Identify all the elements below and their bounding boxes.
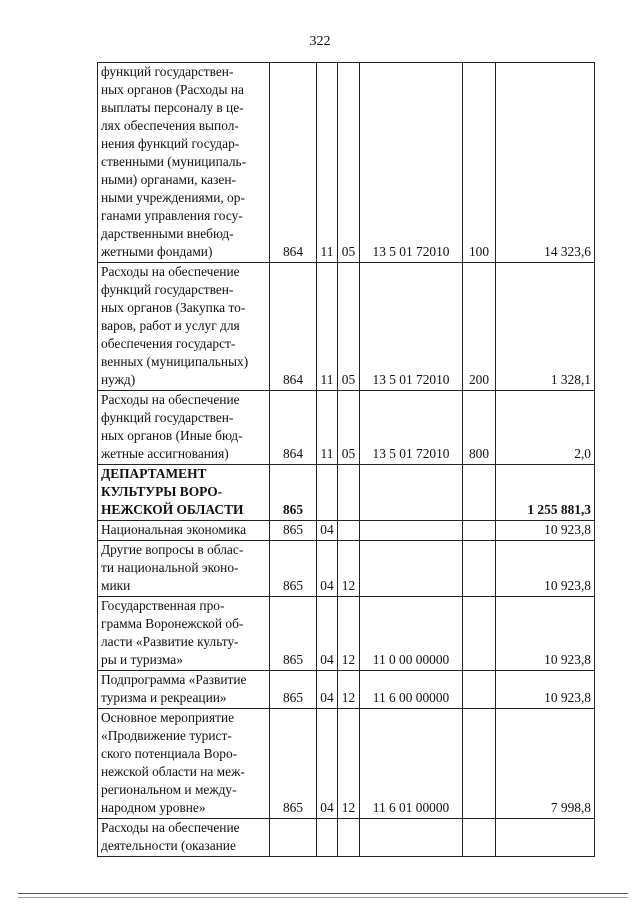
cell-rz: 04	[317, 597, 338, 671]
cell-ved: 865	[270, 709, 317, 819]
cell-rz: 04	[317, 709, 338, 819]
cell-ved: 864	[270, 63, 317, 263]
cell-csr: 11 6 01 00000	[360, 709, 463, 819]
cell-amount: 10 923,8	[496, 541, 595, 597]
cell-name	[98, 709, 270, 819]
cell-rz: 11	[317, 391, 338, 465]
name-line: ных органов (Расходы на	[101, 82, 244, 97]
cell-ved: 865	[270, 671, 317, 709]
name-line: венных (муниципальных)	[101, 354, 249, 369]
cell-amount: 10 923,8	[496, 597, 595, 671]
cell-csr	[360, 521, 463, 541]
name-line: функций государствен-	[101, 64, 234, 79]
cell-pr: 05	[338, 391, 360, 465]
name-line: ДЕПАРТАМЕНТ	[101, 466, 207, 481]
cell-vr: 200	[463, 263, 496, 391]
name-line: Расходы на обеспечение	[101, 264, 240, 279]
cell-pr: 05	[338, 263, 360, 391]
name-line: Основное мероприятие	[101, 710, 235, 725]
name-line: дарственными внебюд-	[101, 226, 234, 241]
cell-csr: 11 6 00 00000	[360, 671, 463, 709]
cell-vr: 100	[463, 63, 496, 263]
name-line: ными учреждениями, ор-	[101, 190, 245, 205]
name-line: выплаты персоналу в це-	[101, 100, 244, 115]
name-line: ти национальной эконо-	[101, 560, 239, 575]
cell-name	[98, 819, 270, 857]
name-line: жетные ассигнования)	[101, 446, 229, 461]
cell-csr	[360, 819, 463, 857]
cell-vr	[463, 819, 496, 857]
cell-csr: 11 0 00 00000	[360, 597, 463, 671]
name-line: «Продвижение турист-	[101, 728, 232, 743]
name-line: варов, работ и услуг для	[101, 318, 240, 333]
cell-pr: 12	[338, 597, 360, 671]
name-line: ганами управления госу-	[101, 208, 243, 223]
cell-name	[98, 465, 270, 521]
name-line: нежской области на меж-	[101, 764, 245, 779]
cell-ved: 865	[270, 521, 317, 541]
cell-ved: 864	[270, 263, 317, 391]
cell-name	[98, 391, 270, 465]
cell-amount	[496, 819, 595, 857]
name-line: ных органов (Иные бюд-	[101, 428, 243, 443]
cell-vr	[463, 671, 496, 709]
name-line: НЕЖСКОЙ ОБЛАСТИ	[101, 502, 244, 517]
table-row	[98, 391, 595, 465]
name-line: Расходы на обеспечение	[101, 392, 240, 407]
name-line: КУЛЬТУРЫ ВОРО-	[101, 484, 223, 499]
cell-ved: 865	[270, 597, 317, 671]
table-row	[98, 465, 595, 521]
name-line: нения функций государ-	[101, 136, 240, 151]
cell-pr	[338, 521, 360, 541]
cell-vr	[463, 465, 496, 521]
cell-rz	[317, 819, 338, 857]
name-line: Другие вопросы в облас-	[101, 542, 244, 557]
cell-amount: 10 923,8	[496, 671, 595, 709]
cell-vr: 800	[463, 391, 496, 465]
budget-table-body	[98, 63, 595, 857]
name-line: деятельности (оказание	[101, 838, 236, 853]
cell-rz: 04	[317, 521, 338, 541]
name-line: функций государствен-	[101, 282, 234, 297]
table-row	[98, 709, 595, 819]
table-row	[98, 263, 595, 391]
cell-pr	[338, 465, 360, 521]
table-row	[98, 521, 595, 541]
name-line: ных органов (Закупка то-	[101, 300, 246, 315]
table-row	[98, 541, 595, 597]
name-line: ными) органами, казен-	[101, 172, 236, 187]
table-row	[98, 819, 595, 857]
name-line: обеспечения государст-	[101, 336, 236, 351]
cell-pr	[338, 819, 360, 857]
name-line: жетными фондами)	[101, 244, 213, 259]
name-line: Подпрограмма «Развитие	[101, 672, 247, 687]
cell-amount: 10 923,8	[496, 521, 595, 541]
cell-vr	[463, 541, 496, 597]
name-line: Расходы на обеспечение	[101, 820, 240, 835]
cell-name	[98, 263, 270, 391]
name-line: Национальная экономика	[101, 522, 247, 537]
cell-name	[98, 541, 270, 597]
name-line: региональном и между-	[101, 782, 237, 797]
cell-pr: 12	[338, 541, 360, 597]
table-row	[98, 597, 595, 671]
cell-csr: 13 5 01 72010	[360, 391, 463, 465]
cell-csr	[360, 541, 463, 597]
cell-csr	[360, 465, 463, 521]
cell-amount: 7 998,8	[496, 709, 595, 819]
name-line: ственными (муниципаль-	[101, 154, 247, 169]
cell-amount: 1 255 881,3	[496, 465, 595, 521]
cell-name	[98, 597, 270, 671]
cell-vr	[463, 521, 496, 541]
cell-name	[98, 671, 270, 709]
name-line: ласти «Развитие культу-	[101, 634, 239, 649]
footer-rule-secondary	[18, 897, 628, 898]
cell-vr	[463, 597, 496, 671]
name-line: функций государствен-	[101, 410, 234, 425]
cell-pr: 12	[338, 671, 360, 709]
cell-pr: 12	[338, 709, 360, 819]
cell-rz: 11	[317, 63, 338, 263]
name-line: народном уровне»	[101, 800, 206, 815]
table-row	[98, 671, 595, 709]
name-line: нужд)	[101, 372, 136, 387]
name-line: ского потенциала Воро-	[101, 746, 238, 761]
name-line: мики	[101, 578, 131, 593]
table-row	[98, 63, 595, 263]
cell-name	[98, 521, 270, 541]
cell-ved	[270, 819, 317, 857]
cell-rz: 11	[317, 263, 338, 391]
cell-ved: 865	[270, 465, 317, 521]
footer-rule	[18, 893, 628, 894]
cell-vr	[463, 709, 496, 819]
cell-ved: 865	[270, 541, 317, 597]
cell-amount: 14 323,6	[496, 63, 595, 263]
name-line: Государственная про-	[101, 598, 225, 613]
cell-rz: 04	[317, 541, 338, 597]
cell-name	[98, 63, 270, 263]
page-number: 322	[309, 34, 331, 49]
cell-ved: 864	[270, 391, 317, 465]
cell-pr: 05	[338, 63, 360, 263]
cell-amount: 2,0	[496, 391, 595, 465]
cell-rz: 04	[317, 671, 338, 709]
budget-table	[97, 62, 595, 857]
cell-amount: 1 328,1	[496, 263, 595, 391]
name-line: лях обеспечения выпол-	[101, 118, 239, 133]
cell-csr: 13 5 01 72010	[360, 63, 463, 263]
name-line: ры и туризма»	[101, 652, 183, 667]
cell-csr: 13 5 01 72010	[360, 263, 463, 391]
name-line: грамма Воронежской об-	[101, 616, 244, 631]
cell-rz	[317, 465, 338, 521]
name-line: туризма и рекреации»	[101, 690, 227, 705]
